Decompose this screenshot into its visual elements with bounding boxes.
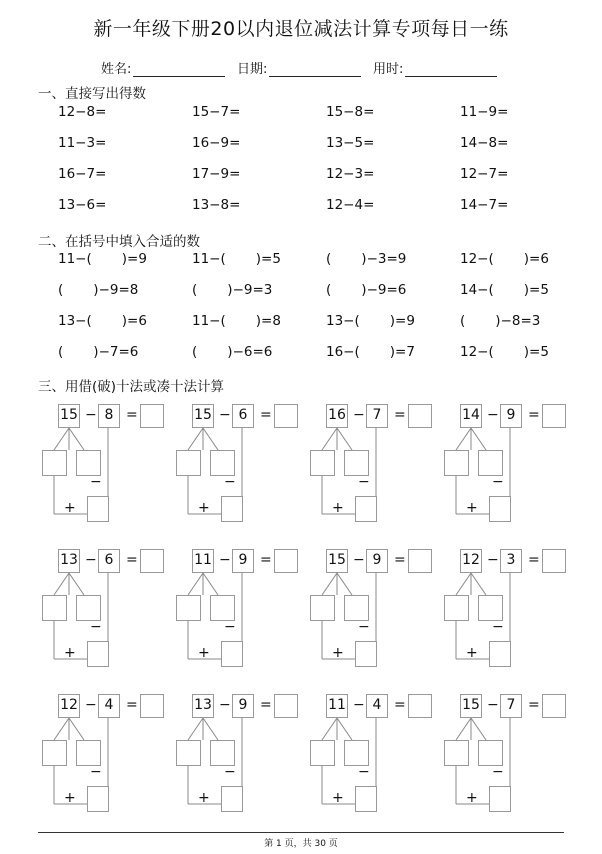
problem-section1-2-4[interactable]: 14−8= — [460, 135, 509, 151]
split-box-left[interactable] — [310, 740, 335, 766]
answer-box[interactable] — [408, 404, 432, 428]
split-problem-3-1 — [38, 694, 168, 819]
minus-sign: − — [487, 697, 499, 713]
answer-box[interactable] — [274, 404, 298, 428]
problem-section2-2-2[interactable]: ( )−9=3 — [192, 282, 273, 298]
subtrahend-number: 6 — [238, 407, 248, 423]
step-result-box[interactable] — [221, 786, 243, 812]
split-box-right[interactable] — [344, 450, 369, 476]
equals-sign: = — [528, 697, 540, 713]
step-result-box[interactable] — [87, 786, 109, 812]
step-plus-sign: + — [466, 645, 478, 661]
split-problem-1-3 — [306, 404, 436, 529]
split-box-left[interactable] — [176, 595, 201, 621]
minus-sign: − — [219, 552, 231, 568]
section-1-heading: 一、直接写出得数 — [38, 86, 146, 102]
subtrahend-number: 9 — [372, 552, 382, 568]
minuend-number: 15 — [60, 407, 78, 423]
time-blank[interactable] — [405, 62, 497, 77]
problem-section2-4-3[interactable]: 16−( )=7 — [326, 344, 415, 360]
step-result-box[interactable] — [355, 786, 377, 812]
minus-sign: − — [85, 697, 97, 713]
subtrahend-number: 7 — [506, 697, 516, 713]
split-problem-2-1 — [38, 549, 168, 674]
minus-sign: − — [219, 697, 231, 713]
problem-section2-3-1[interactable]: 13−( )=6 — [58, 313, 147, 329]
step-minus-sign: − — [358, 619, 370, 635]
step-plus-sign: + — [332, 645, 344, 661]
subtrahend-number: 6 — [104, 552, 114, 568]
problem-section2-4-4[interactable]: 12−( )=5 — [460, 344, 549, 360]
problem-section1-4-3[interactable]: 12−4= — [326, 197, 375, 213]
split-box-right[interactable] — [344, 595, 369, 621]
problem-section2-1-3[interactable]: ( )−3=9 — [326, 251, 407, 267]
problem-section2-1-4[interactable]: 12−( )=6 — [460, 251, 549, 267]
step-minus-sign: − — [90, 764, 102, 780]
split-box-left[interactable] — [42, 450, 67, 476]
minuend-number: 14 — [462, 407, 480, 423]
step-minus-sign: − — [358, 474, 370, 490]
step-plus-sign: + — [466, 790, 478, 806]
step-minus-sign: − — [224, 474, 236, 490]
split-box-left[interactable] — [310, 595, 335, 621]
problem-section1-1-1[interactable]: 12−8= — [58, 104, 107, 120]
answer-box[interactable] — [542, 404, 566, 428]
problem-section2-2-3[interactable]: ( )−9=6 — [326, 282, 407, 298]
step-result-box[interactable] — [221, 496, 243, 522]
problem-section1-3-1[interactable]: 16−7= — [58, 166, 107, 182]
split-problem-3-2 — [172, 694, 302, 819]
split-box-left[interactable] — [42, 595, 67, 621]
minus-sign: − — [487, 552, 499, 568]
problem-section1-1-3[interactable]: 15−8= — [326, 104, 375, 120]
step-result-box[interactable] — [87, 641, 109, 667]
split-box-right[interactable] — [210, 450, 235, 476]
minuend-number: 15 — [328, 552, 346, 568]
step-plus-sign: + — [64, 500, 76, 516]
subtrahend-number: 7 — [372, 407, 382, 423]
problem-section2-2-4[interactable]: 14−( )=5 — [460, 282, 549, 298]
step-minus-sign: − — [224, 764, 236, 780]
split-box-left[interactable] — [42, 740, 67, 766]
minus-sign: − — [487, 407, 499, 423]
step-result-box[interactable] — [87, 496, 109, 522]
step-minus-sign: − — [492, 474, 504, 490]
footer-divider — [38, 832, 564, 833]
problem-section1-4-4[interactable]: 14−7= — [460, 197, 509, 213]
split-box-left[interactable] — [176, 740, 201, 766]
problem-section1-3-4[interactable]: 12−7= — [460, 166, 509, 182]
step-plus-sign: + — [198, 790, 210, 806]
equals-sign: = — [394, 407, 406, 423]
step-plus-sign: + — [64, 790, 76, 806]
answer-box[interactable] — [408, 549, 432, 573]
time-field-label: 用时: — [373, 58, 497, 77]
problem-section1-4-1[interactable]: 13−6= — [58, 197, 107, 213]
subtrahend-number: 8 — [104, 407, 114, 423]
step-result-box[interactable] — [489, 496, 511, 522]
step-minus-sign: − — [492, 619, 504, 635]
split-problem-1-1 — [38, 404, 168, 529]
step-plus-sign: + — [332, 790, 344, 806]
split-box-right[interactable] — [76, 740, 101, 766]
split-box-left[interactable] — [176, 450, 201, 476]
step-result-box[interactable] — [221, 641, 243, 667]
equals-sign: = — [260, 697, 272, 713]
split-box-left[interactable] — [310, 450, 335, 476]
problem-section1-4-2[interactable]: 13−8= — [192, 197, 241, 213]
problem-section2-3-2[interactable]: 11−( )=8 — [192, 313, 281, 329]
problem-section1-2-1[interactable]: 11−3= — [58, 135, 107, 151]
step-plus-sign: + — [332, 500, 344, 516]
split-problem-2-2 — [172, 549, 302, 674]
answer-box[interactable] — [274, 694, 298, 718]
minuend-number: 11 — [194, 552, 212, 568]
step-result-box[interactable] — [355, 641, 377, 667]
split-problem-1-4 — [440, 404, 570, 529]
problem-section2-2-1[interactable]: ( )−9=8 — [58, 282, 139, 298]
answer-box[interactable] — [274, 549, 298, 573]
step-minus-sign: − — [358, 764, 370, 780]
split-box-right[interactable] — [76, 450, 101, 476]
split-box-right[interactable] — [478, 595, 503, 621]
minuend-number: 13 — [60, 552, 78, 568]
step-plus-sign: + — [198, 500, 210, 516]
minuend-number: 12 — [462, 552, 480, 568]
problem-section1-3-3[interactable]: 12−3= — [326, 166, 375, 182]
equals-sign: = — [394, 552, 406, 568]
minus-sign: − — [353, 552, 365, 568]
page-footer: 第 1 页，共 30 页 — [264, 839, 338, 849]
split-box-right[interactable] — [344, 740, 369, 766]
step-result-box[interactable] — [489, 641, 511, 667]
equals-sign: = — [126, 407, 138, 423]
step-minus-sign: − — [492, 764, 504, 780]
split-box-left[interactable] — [444, 740, 469, 766]
answer-box[interactable] — [140, 694, 164, 718]
equals-sign: = — [260, 407, 272, 423]
minus-sign: − — [353, 697, 365, 713]
minus-sign: − — [85, 407, 97, 423]
split-problem-3-4 — [440, 694, 570, 819]
minus-sign: − — [353, 407, 365, 423]
answer-box[interactable] — [542, 549, 566, 573]
problem-section1-1-4[interactable]: 11−9= — [460, 104, 509, 120]
name-blank[interactable] — [133, 62, 225, 77]
problem-section1-2-3[interactable]: 13−5= — [326, 135, 375, 151]
step-minus-sign: − — [90, 619, 102, 635]
subtrahend-number: 3 — [506, 552, 516, 568]
date-field-label: 日期: — [237, 58, 361, 77]
answer-box[interactable] — [408, 694, 432, 718]
step-minus-sign: − — [224, 619, 236, 635]
problem-section2-3-3[interactable]: 13−( )=9 — [326, 313, 415, 329]
equals-sign: = — [528, 552, 540, 568]
equals-sign: = — [394, 697, 406, 713]
step-result-box[interactable] — [489, 786, 511, 812]
minuend-number: 15 — [462, 697, 480, 713]
split-box-left[interactable] — [444, 450, 469, 476]
subtrahend-number: 9 — [506, 407, 516, 423]
subtrahend-number: 4 — [104, 697, 114, 713]
minuend-number: 12 — [60, 697, 78, 713]
name-field-label: 姓名: — [101, 58, 225, 77]
split-problem-2-4 — [440, 549, 570, 674]
problem-section2-1-1[interactable]: 11−( )=9 — [58, 251, 147, 267]
split-problem-2-3 — [306, 549, 436, 674]
step-plus-sign: + — [198, 645, 210, 661]
split-box-right[interactable] — [478, 740, 503, 766]
split-problem-1-2 — [172, 404, 302, 529]
problem-section1-1-2[interactable]: 15−7= — [192, 104, 241, 120]
split-box-right[interactable] — [76, 595, 101, 621]
step-result-box[interactable] — [355, 496, 377, 522]
equals-sign: = — [260, 552, 272, 568]
split-box-left[interactable] — [444, 595, 469, 621]
minuend-number: 13 — [194, 697, 212, 713]
equals-sign: = — [126, 697, 138, 713]
problem-section2-4-1[interactable]: ( )−7=6 — [58, 344, 139, 360]
answer-box[interactable] — [140, 549, 164, 573]
subtrahend-number: 9 — [238, 552, 248, 568]
problem-section1-3-2[interactable]: 17−9= — [192, 166, 241, 182]
section-2-heading: 二、在括号中填入合适的数 — [38, 234, 200, 250]
split-box-right[interactable] — [210, 595, 235, 621]
step-minus-sign: − — [90, 474, 102, 490]
answer-box[interactable] — [140, 404, 164, 428]
minuend-number: 11 — [328, 697, 346, 713]
problem-section2-3-4[interactable]: ( )−8=3 — [460, 313, 541, 329]
minuend-number: 16 — [328, 407, 346, 423]
answer-box[interactable] — [542, 694, 566, 718]
split-box-right[interactable] — [210, 740, 235, 766]
page-title: 新一年级下册20以内退位减法计算专项每日一练 — [93, 18, 509, 40]
problem-section2-4-2[interactable]: ( )−6=6 — [192, 344, 273, 360]
equals-sign: = — [126, 552, 138, 568]
problem-section1-2-2[interactable]: 16−9= — [192, 135, 241, 151]
problem-section2-1-2[interactable]: 11−( )=5 — [192, 251, 281, 267]
section-3-heading: 三、用借(破)十法或凑十法计算 — [38, 379, 225, 395]
step-plus-sign: + — [64, 645, 76, 661]
subtrahend-number: 4 — [372, 697, 382, 713]
split-problem-3-3 — [306, 694, 436, 819]
equals-sign: = — [528, 407, 540, 423]
split-box-right[interactable] — [478, 450, 503, 476]
date-blank[interactable] — [269, 62, 361, 77]
step-plus-sign: + — [466, 500, 478, 516]
minuend-number: 15 — [194, 407, 212, 423]
minus-sign: − — [85, 552, 97, 568]
subtrahend-number: 9 — [238, 697, 248, 713]
minus-sign: − — [219, 407, 231, 423]
